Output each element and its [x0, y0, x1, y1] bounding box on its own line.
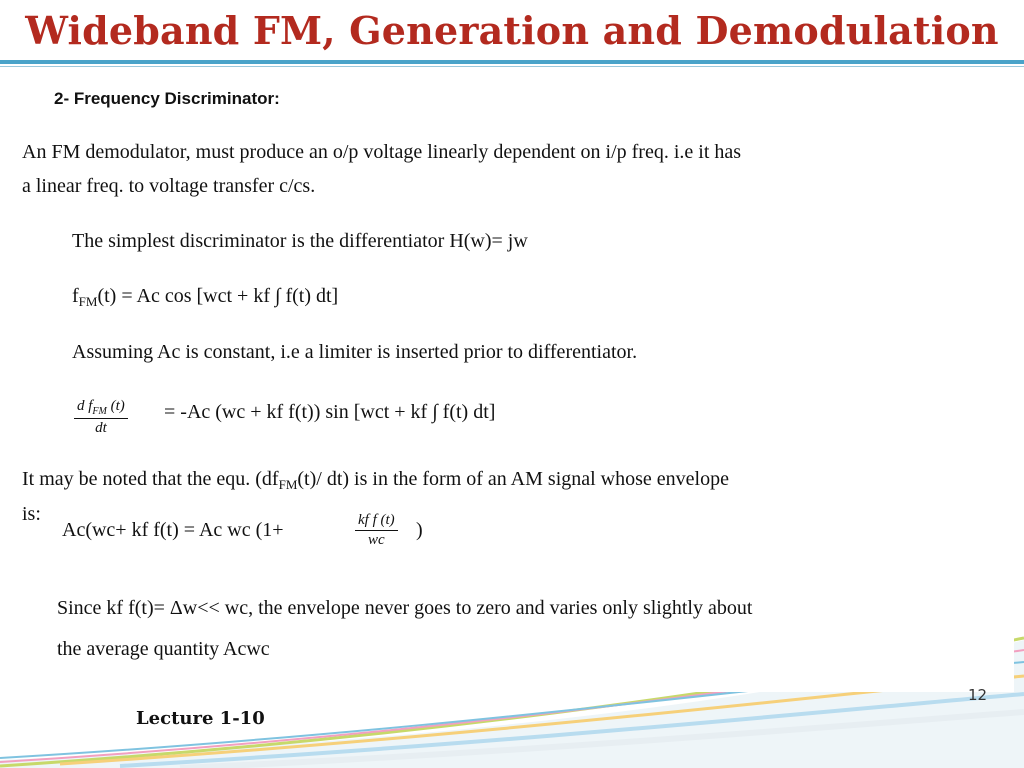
derivative-equation: = -Ac (wc + kf f(t)) sin [wct + kf ∫ f(t) dt]: [164, 401, 496, 423]
footer-lecture-label: Lecture 1-10: [136, 708, 265, 729]
envelope-fraction: $\frac{\text{kf f (t)}}{wc}$: [355, 512, 398, 549]
paragraph-line: a linear freq. to voltage transfer c/cs.: [22, 175, 316, 197]
conclusion-line: the average quantity Acwc: [57, 638, 270, 660]
slide-number: 12: [968, 686, 988, 704]
fm-signal-equation: $f_{FM}(t) = Ac$ cos [wct + kf ∫ f(t) dt]: [72, 285, 339, 309]
content-image: [14, 72, 1014, 692]
envelope-close-paren: ): [416, 519, 423, 541]
section-heading: 2- Frequency Discriminator:: [54, 89, 280, 108]
slide-title: Wideband FM, Generation and Demodulation: [25, 8, 999, 53]
is-label: is:: [22, 503, 41, 525]
conclusion-line: Since kf f(t)= Δw<< wc, the envelope never goes to zero and varies only slightly about: [57, 597, 753, 619]
title-underline: [0, 60, 1024, 64]
envelope-equation: Ac(wc+ kf f(t) = Ac wc (1+: [62, 519, 284, 541]
assumption-text: Assuming Ac is constant, i.e a limiter is inserted prior to differentiator.: [72, 341, 638, 363]
simplest-discriminator-text: The simplest discriminator is the differentiator H(w)= jw: [72, 230, 528, 252]
derivative-fraction: d $f_{FM}$ (t) dt: [74, 398, 128, 437]
title-underline-thin: [0, 66, 1024, 67]
paragraph-line: An FM demodulator, must produce an o/p voltage linearly dependent on i/p freq. i.e it has: [22, 141, 742, 163]
envelope-note: It may be noted that the equ. ($df_{FM}(t)/$ dt) is in the form of an AM signal whose envelope: [22, 468, 729, 492]
